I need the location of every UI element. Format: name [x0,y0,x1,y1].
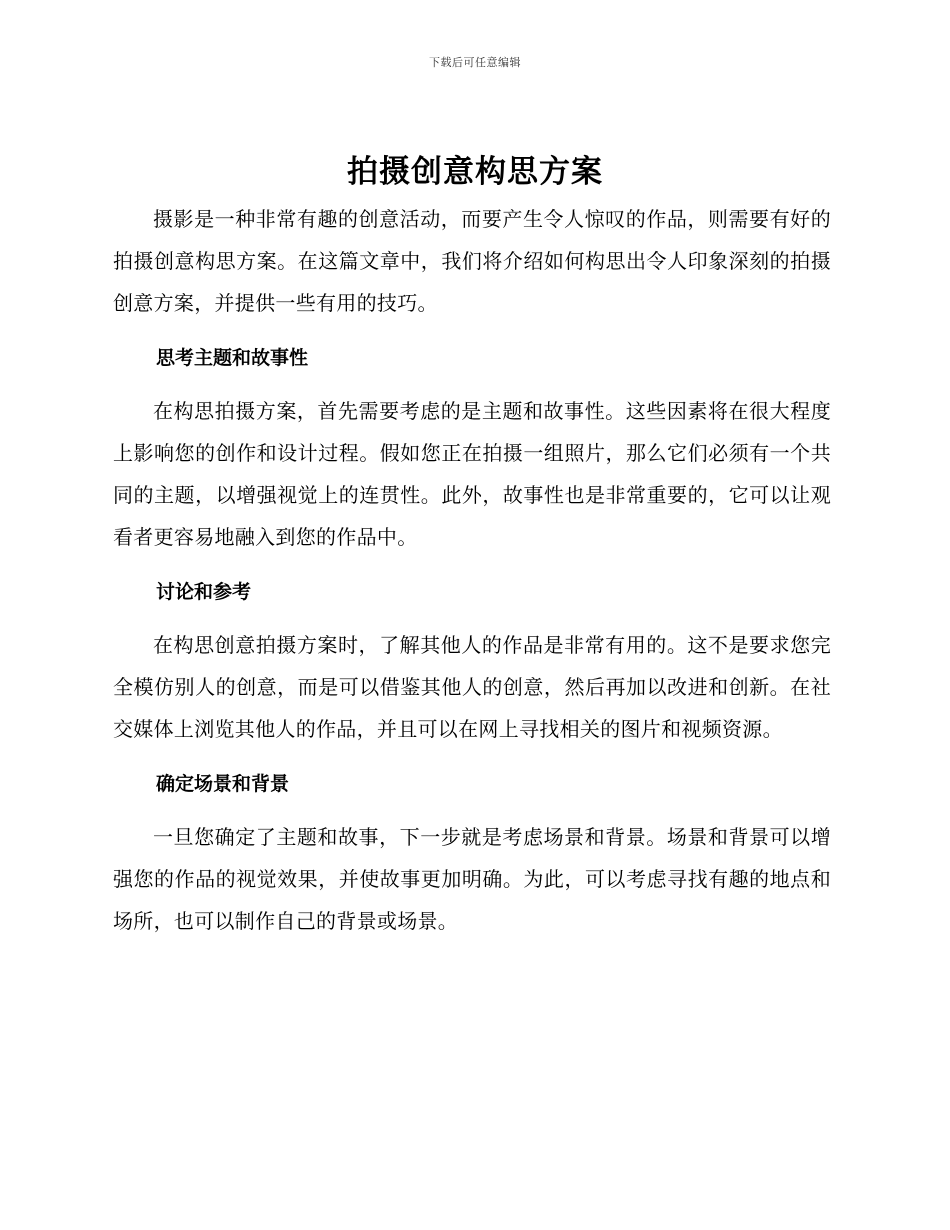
section-heading-scene: 确定场景和背景 [156,773,290,795]
page-header: 下载后可任意编辑 [429,56,521,69]
section-body-theme: 在构思拍摄方案，首先需要考虑的是主题和故事性。这些因素将在很大程度上影响您的创作和设计过程。假如您正在拍摄一组照片，那么它们必须有一个共同的主题，以增强视觉上的连贯性。此外，故事性也是非常重要的，它可以让观看者更容易地融入到您的作品中。 [113,399,831,549]
section-body-reference: 在构思创意拍摄方案时，了解其他人的作品是非常有用的。这不是要求您完全模仿别人的创意，而是可以借鉴其他人的创意，然后再加以改进和创新。在社交媒体上浏览其他人的作品，并且可以在网上寻找相关的图片和视频资源。 [113,633,831,741]
section-heading-reference: 讨论和参考 [156,581,252,603]
document-title: 拍摄创意构思方案 [347,154,603,190]
document-body [113,198,831,942]
intro-paragraph: 摄影是一种非常有趣的创意活动，而要产生令人惊叹的作品，则需要有好的拍摄创意构思方案。在这篇文章中，我们将介绍如何构思出令人印象深刻的拍摄创意方案，并提供一些有用的技巧。 [113,207,831,315]
section-heading-theme: 思考主题和故事性 [156,347,309,369]
section-body-scene: 一旦您确定了主题和故事，下一步就是考虑场景和背景。场景和背景可以增强您的作品的视觉效果，并使故事更加明确。为此，可以考虑寻找有趣的地点和场所，也可以制作自己的背景或场景。 [113,825,831,933]
